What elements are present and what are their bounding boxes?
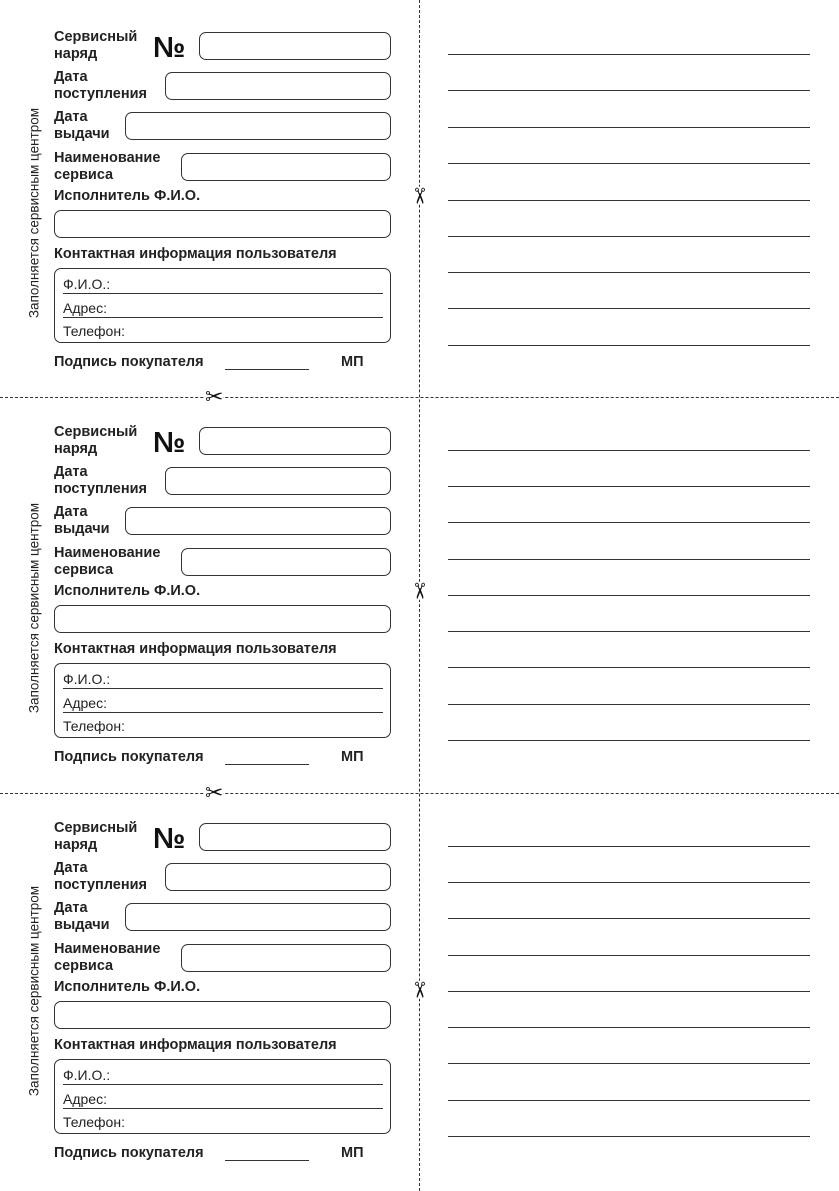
scissors-icon: ✂ xyxy=(205,781,224,806)
notes-line[interactable] xyxy=(448,450,810,451)
contact-address-label: Адрес: xyxy=(63,300,107,316)
service-name-label: Наименование сервиса xyxy=(54,545,161,578)
service-name-field[interactable] xyxy=(181,153,391,181)
notes-line[interactable] xyxy=(448,918,810,919)
side-caption: Заполняется сервисным центром xyxy=(26,885,42,1097)
contact-address-line[interactable] xyxy=(63,1108,383,1109)
notes-line[interactable] xyxy=(448,740,810,741)
notes-line[interactable] xyxy=(448,1063,810,1064)
service-order-label: Сервисный наряд xyxy=(54,424,138,457)
executor-label: Исполнитель Ф.И.О. xyxy=(54,583,201,599)
notes-line[interactable] xyxy=(448,486,810,487)
notes-line[interactable] xyxy=(448,991,810,992)
contact-address-label: Адрес: xyxy=(63,695,107,711)
buyer-signature-label: Подпись покупателя xyxy=(54,749,204,765)
notes-line[interactable] xyxy=(448,846,810,847)
notes-line[interactable] xyxy=(448,236,810,237)
receipt-date-label: Дата поступления xyxy=(54,860,147,893)
notes-line[interactable] xyxy=(448,90,810,91)
scissors-icon: ✂ xyxy=(205,385,224,410)
notes-line[interactable] xyxy=(448,595,810,596)
notes-line[interactable] xyxy=(448,308,810,309)
notes-line[interactable] xyxy=(448,1100,810,1101)
notes-line[interactable] xyxy=(448,1136,810,1137)
buyer-signature-line[interactable] xyxy=(225,369,309,370)
notes-line[interactable] xyxy=(448,667,810,668)
issue-date-field[interactable] xyxy=(125,112,391,140)
scissors-icon: ✂ xyxy=(406,186,432,206)
notes-line[interactable] xyxy=(448,1027,810,1028)
service-order-label: Сервисный наряд xyxy=(54,29,138,62)
service-order-number-field[interactable] xyxy=(199,32,391,60)
notes-line[interactable] xyxy=(448,345,810,346)
notes-line[interactable] xyxy=(448,882,810,883)
buyer-signature-line[interactable] xyxy=(225,764,309,765)
notes-line[interactable] xyxy=(448,559,810,560)
service-coupon-2 xyxy=(0,395,839,791)
contact-address-line[interactable] xyxy=(63,712,383,713)
contact-info-box xyxy=(54,1059,391,1134)
receipt-date-field[interactable] xyxy=(165,467,391,495)
contact-info-label: Контактная информация пользователя xyxy=(54,641,337,657)
scissors-icon: ✂ xyxy=(406,980,432,1000)
executor-field[interactable] xyxy=(54,210,391,238)
stamp-label: МП xyxy=(341,1145,364,1161)
issue-date-field[interactable] xyxy=(125,903,391,931)
notes-line[interactable] xyxy=(448,631,810,632)
notes-line[interactable] xyxy=(448,704,810,705)
executor-label: Исполнитель Ф.И.О. xyxy=(54,979,201,995)
contact-fio-label: Ф.И.О.: xyxy=(63,671,111,687)
stamp-label: МП xyxy=(341,749,364,765)
service-name-label: Наименование сервиса xyxy=(54,150,161,183)
contact-info-label: Контактная информация пользователя xyxy=(54,246,337,262)
receipt-date-label: Дата поступления xyxy=(54,464,147,497)
contact-fio-line[interactable] xyxy=(63,688,383,689)
issue-date-field[interactable] xyxy=(125,507,391,535)
issue-date-label: Дата выдачи xyxy=(54,504,110,537)
notes-line[interactable] xyxy=(448,955,810,956)
number-sign: № xyxy=(153,427,186,459)
receipt-date-field[interactable] xyxy=(165,72,391,100)
contact-phone-label: Телефон: xyxy=(63,323,125,339)
contact-fio-label: Ф.И.О.: xyxy=(63,276,111,292)
side-caption: Заполняется сервисным центром xyxy=(26,502,42,714)
receipt-date-label: Дата поступления xyxy=(54,69,147,102)
receipt-date-field[interactable] xyxy=(165,863,391,891)
notes-line[interactable] xyxy=(448,272,810,273)
number-sign: № xyxy=(153,823,186,855)
service-coupon-1 xyxy=(0,0,839,395)
contact-info-box xyxy=(54,268,391,343)
side-caption: Заполняется сервисным центром xyxy=(26,107,42,319)
executor-field[interactable] xyxy=(54,1001,391,1029)
contact-fio-line[interactable] xyxy=(63,293,383,294)
issue-date-label: Дата выдачи xyxy=(54,109,110,142)
contact-fio-line[interactable] xyxy=(63,1084,383,1085)
notes-line[interactable] xyxy=(448,163,810,164)
buyer-signature-line[interactable] xyxy=(225,1160,309,1161)
service-name-field[interactable] xyxy=(181,548,391,576)
contact-address-label: Адрес: xyxy=(63,1091,107,1107)
executor-label: Исполнитель Ф.И.О. xyxy=(54,188,201,204)
service-name-field[interactable] xyxy=(181,944,391,972)
contact-address-line[interactable] xyxy=(63,317,383,318)
issue-date-label: Дата выдачи xyxy=(54,900,110,933)
number-sign: № xyxy=(153,32,186,64)
contact-phone-label: Телефон: xyxy=(63,718,125,734)
contact-info-label: Контактная информация пользователя xyxy=(54,1037,337,1053)
notes-line[interactable] xyxy=(448,127,810,128)
executor-field[interactable] xyxy=(54,605,391,633)
buyer-signature-label: Подпись покупателя xyxy=(54,1145,204,1161)
service-order-number-field[interactable] xyxy=(199,823,391,851)
service-order-label: Сервисный наряд xyxy=(54,820,138,853)
contact-fio-label: Ф.И.О.: xyxy=(63,1067,111,1083)
service-name-label: Наименование сервиса xyxy=(54,941,161,974)
notes-line[interactable] xyxy=(448,200,810,201)
contact-phone-label: Телефон: xyxy=(63,1114,125,1130)
notes-line[interactable] xyxy=(448,54,810,55)
contact-info-box xyxy=(54,663,391,738)
service-coupon-3 xyxy=(0,791,839,1191)
scissors-icon: ✂ xyxy=(406,581,432,601)
service-order-number-field[interactable] xyxy=(199,427,391,455)
stamp-label: МП xyxy=(341,354,364,370)
buyer-signature-label: Подпись покупателя xyxy=(54,354,204,370)
notes-line[interactable] xyxy=(448,522,810,523)
